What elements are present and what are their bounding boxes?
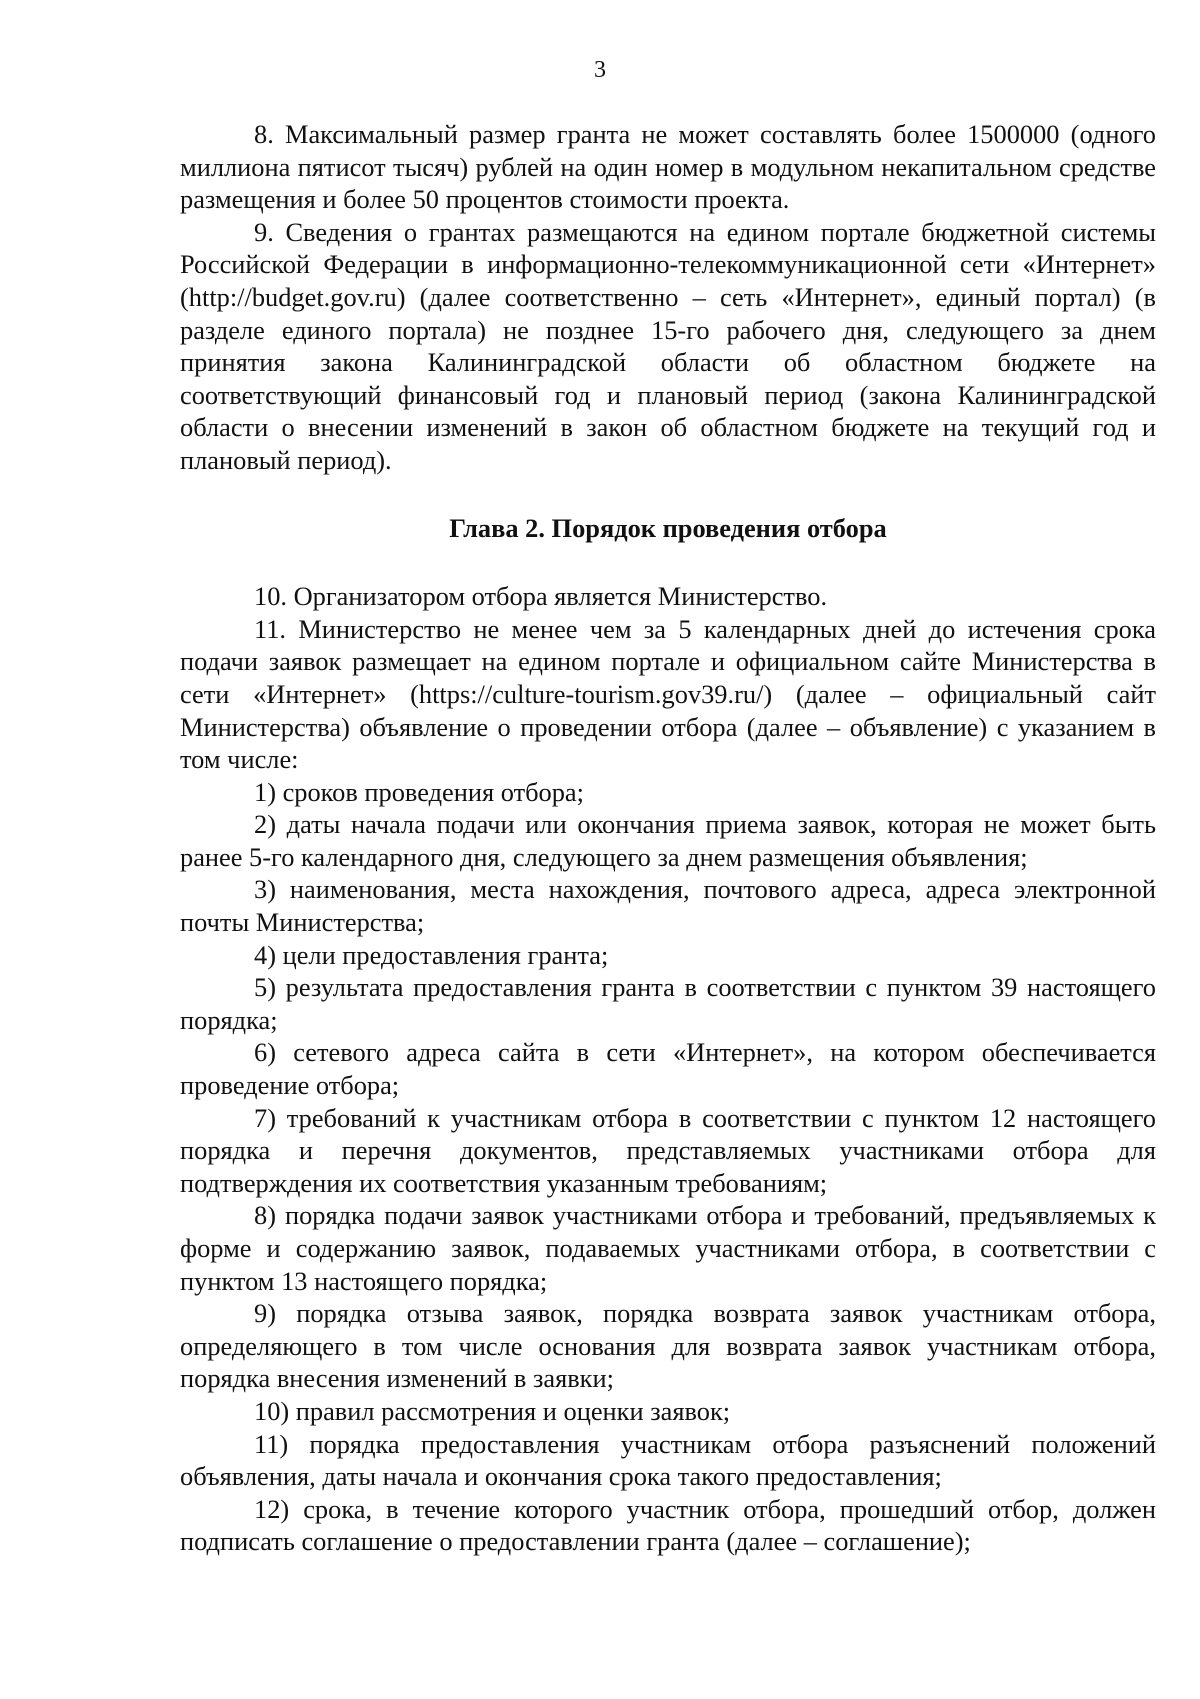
paragraph-8: 8. Максимальный размер гранта не может составлять более 1500000 (одного миллиона пятисот тысяч) рублей на один номер в модульном некапитальном средстве размещения и более 50 процентов стоимости проекта.: [180, 119, 1156, 215]
list-item-1: 1) сроков проведения отбора;: [254, 776, 584, 807]
list-item-3: 3) наименования, места нахождения, почтового адреса, адреса электронной почты Министерства;: [180, 874, 1156, 938]
list-item-2: 2) даты начала подачи или окончания приема заявок, которая не может быть ранее 5-го календарного дня, следующего за днем размещения объявления;: [180, 809, 1156, 872]
list-item-5: 5) результата предоставления гранта в соответствии с пунктом 39 настоящего порядка;: [180, 972, 1156, 1035]
list-item-12: 12) срока, в течение которого участник отбора, прошедший отбор, должен подписать соглашение о предоставлении гранта (далее – соглашение);: [180, 1493, 1156, 1557]
paragraph-11: 11. Министерство не менее чем за 5 календарных дней до истечения срока подачи заявок размещает на едином портале и официальном сайте Министерства в сети «Интернет» (https://culture-tourism.gov39.ru/) (далее – официальный сайт Министерства) объявление о проведении отбора (далее – объявление) с указанием в том числе:: [180, 613, 1156, 775]
list-item-9: 9) порядка отзыва заявок, порядка возврата заявок участникам отбора, определяющего в том числе основания для возврата заявок участникам отбора, порядка внесения изменений в заявки;: [180, 1298, 1156, 1394]
page-number: 3: [594, 57, 606, 83]
list-item-6: 6) сетевого адреса сайта в сети «Интернет», на котором обеспечивается проведение отбора;: [180, 1037, 1156, 1101]
paragraph-9: 9. Сведения о грантах размещаются на едином портале бюджетной системы Российской Федерации в информационно-телекоммуникационной сети «Интернет» (http://budget.gov.ru) (далее соответственно – сеть «Интернет», единый портал) (в разделе единого портала) не позднее 15-го рабочего дня, следующего за днем принятия закона Калининградской области об областном бюджете на соответствующий финансовый год и плановый период (закона Калининградской области о внесении изменений в закон об областном бюджете на текущий год и плановый период).: [180, 216, 1156, 475]
list-item-8: 8) порядка подачи заявок участниками отбора и требований, предъявляемых к форме и содержанию заявок, подаваемых участниками отбора, в соответствии с пунктом 13 настоящего порядка;: [180, 1200, 1156, 1296]
document-body: [180, 118, 1156, 1558]
list-item-4: 4) цели предоставления гранта;: [254, 939, 609, 970]
list-item-7: 7) требований к участникам отбора в соответствии с пунктом 12 настоящего порядка и перечня документов, представляемых участниками отбора для подтверждения их соответствия указанным требованиям;: [180, 1102, 1156, 1198]
list-item-10: 10) правил рассмотрения и оценки заявок;: [254, 1395, 731, 1426]
chapter-2-heading: Глава 2. Порядок проведения отбора: [449, 512, 887, 543]
list-item-11: 11) порядка предоставления участникам отбора разъяснений положений объявления, даты начала и окончания срока такого предоставления;: [180, 1428, 1156, 1492]
paragraph-10: 10. Организатором отбора является Министерство.: [254, 581, 828, 612]
